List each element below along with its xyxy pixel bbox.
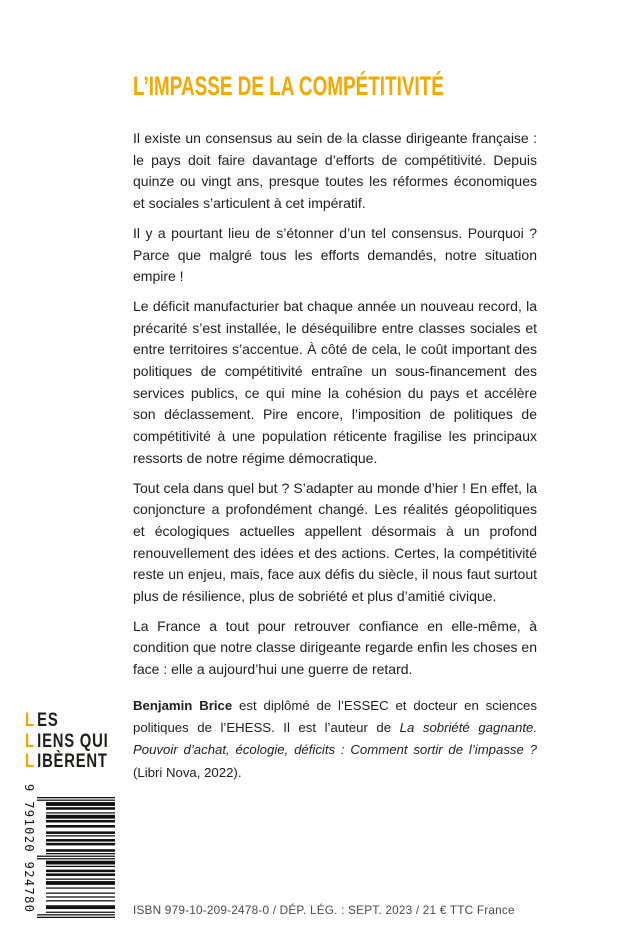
blurb-paragraphs: [133, 128, 537, 681]
barcode-bar: [46, 853, 115, 854]
publisher-logo-line-3: [25, 752, 108, 773]
isbn-barcode: [22, 784, 115, 920]
blurb-paragraph-5: La France a tout pour retrouver confiance en elle-même, à condition que notre classe dirigeante regarde enfin les choses en face : elle a aujourd’hui une guerre de retard.: [133, 617, 537, 678]
barcode-bar: [46, 873, 115, 876]
barcode-bar: [46, 820, 115, 823]
barcode-bar: [37, 858, 115, 859]
barcode-bar: [46, 866, 115, 867]
barcode-bar: [46, 831, 115, 834]
barcode-bar: [37, 800, 115, 801]
barcode-bar: [46, 881, 115, 885]
barcode-bar: [46, 861, 115, 865]
barcode-bar: [46, 812, 115, 813]
logo-line-text: ES: [37, 710, 59, 731]
main-text-column: [133, 70, 537, 784]
logo-initial-letter: L: [25, 751, 35, 772]
barcode-bar: [46, 815, 115, 819]
barcode-bar: [46, 879, 115, 880]
barcode-bar: [37, 797, 115, 798]
barcode-bar: [46, 870, 115, 873]
barcode-bar: [46, 839, 115, 842]
publisher-logo-line-2: [25, 732, 108, 753]
barcode-bar: [37, 856, 115, 857]
author-bio-publisher-year: (Libri Nova, 2022).: [133, 764, 242, 780]
barcode-bar: [46, 825, 115, 828]
barcode-bar: [46, 802, 115, 806]
barcode-bar: [46, 896, 115, 897]
barcode-bar: [46, 849, 115, 852]
author-bio: [133, 695, 537, 784]
barcode-bar: [46, 893, 115, 894]
barcode-bar: [46, 843, 115, 846]
barcode-bar: [46, 887, 115, 888]
barcode-bar: [37, 914, 115, 915]
book-title: L’IMPASSE DE LA COMPÉTITIVITÉ: [133, 71, 444, 101]
barcode-bar: [46, 905, 115, 909]
blurb-paragraph-1: Il existe un consensus au sein de la classe dirigeante française : le pays doit faire davantage d’efforts de compétitivité. Depuis quinze ou vingt ans, presque toutes les réformes économiques et sociales s’articulent à cet impératif.: [133, 130, 537, 212]
barcode-bar: [37, 917, 115, 918]
blurb-paragraph-2: Il y a pourtant lieu de s’étonner d’un tel consensus. Pourquoi ? Parce que malgré tous les efforts demandés, notre situation empire !: [133, 224, 537, 285]
logo-line-text: IENS QUI: [37, 730, 109, 752]
barcode-number: 9 791020 924780: [22, 784, 36, 914]
author-book-title: La sobriété gagnante. Pouvoir d’achat, écologie, déficits : Comment sortir de l’impasse ?: [133, 720, 537, 758]
logo-initial-letter: L: [25, 710, 35, 731]
author-name: Benjamin Brice: [133, 697, 233, 713]
barcode-bar: [46, 900, 115, 901]
isbn-footer-line: ISBN 979-10-209-2478-0 / DÉP. LÉG. : SEPT. 2023 / 21 € TTC France: [133, 903, 515, 917]
barcode-bars: [37, 797, 115, 918]
blurb-paragraph-4: Tout cela dans quel but ? S’adapter au monde d’hier ! En effet, la conjoncture a profondément changé. Les réalités géopolitiques et écologiques actuelles appellent désormais à un profond renouvellement des idées et des actions. Certes, la compétitivité reste un enjeu, mais, face aux défis du siècle, il nous faut surtout plus de résilience, plus de sobriété et plus d’amitié civique.: [133, 479, 537, 605]
barcode-bar: [46, 835, 115, 836]
logo-line-text: IBÈRENT: [37, 751, 108, 772]
logo-initial-letter: L: [25, 730, 35, 752]
barcode-bar: [46, 807, 115, 810]
barcode-bar: [46, 912, 115, 913]
author-bio-text: est diplômé de l’ESSEC et docteur en sciences politiques de l’EHESS. Il est l’auteur de: [133, 697, 537, 736]
publisher-logo-line-1: [25, 711, 108, 732]
blurb-paragraph-3: Le déficit manufacturier bat chaque année un nouveau record, la précarité s’est installée, le déséquilibre entre classes sociales et entre territoires s’accentue. À côté de cela, le coût important des politiques de compétitivité entraîne un sous-financement des services publics, ce qui mine la cohésion du pays et accélère son déclassement. Pire encore, l’imposition de politiques de compétitivité à une population réticente fragilise les principaux ressorts de notre régime démocratique.: [133, 297, 537, 466]
publisher-logo: [25, 711, 132, 773]
